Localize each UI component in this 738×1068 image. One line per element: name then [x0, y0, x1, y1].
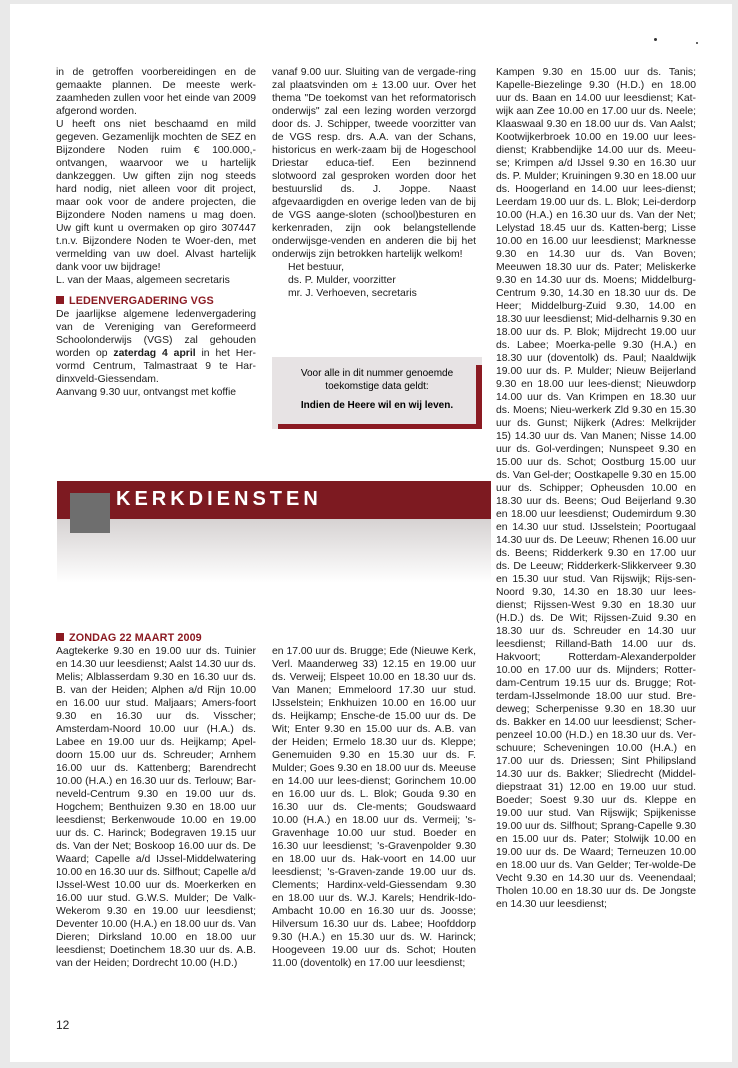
page [10, 4, 732, 1062]
square-bullet-icon [56, 633, 64, 641]
column-2-top [272, 66, 476, 300]
column-1-bottom [56, 632, 256, 970]
speck-dot [654, 38, 657, 41]
service-list: Kampen 9.30 en 15.00 uur ds. Tanis; Kapelle-Biezelinge 9.30 (H.D.) en 18.00 uur ds. Baan en 14.00 uur leesdienst; Kat-wijk aan Zee 10.00 en 17.00 uur ds. Neele; Klaaswaal 9.30 en 18.00 uur ds. Van Aalst; Kootwijkerbroek 10.00 en 19.00 uur lees-dienst; Krabbendijke 14.00 uur ds. Meeu-se; Krimpen a/d IJssel 9.30 en 16.30 uur ds. P. Mulder; Kruiningen 9.30 en 18.00 uur ds. Hoogerland en 14.00 uur lees-dienst; Leerdam 19.00 uur ds. L. Blok; Lei-derdorp 10.00 (H.A.) en 16.30 uur ds. Van der Net; Lelystad 18.45 uur ds. Katten-berg; Lisse 10.00 en 16.00 uur leesdienst; Marknesse 9.30 en 14.30 uur ds. Van Boven; Meeuwen 18.30 uur ds. Pater; Meliskerke 9.30 en 14.30 uur ds. Moens; Middelburg-Centrum 9.30, 14.30 en 18.30 uur ds. De Heer; Middelburg-Zuid 9.30, 14.00 en 18.30 uur leesdienst; Mid-delharnis 9.30 en 18.00 uur ds. P. Blok; Mijdrecht 19.00 uur ds. Labee; Moerka-pelle 9.30 (H.A.) en 18.30 uur (doventolk) ds. Paul; Naaldwijk 19.00 uur ds. P. Mulder; Nieuw Beijerland 9.30 en 18.00 uur lees-dienst; Nieuwdorp 14.00 uur ds. Van Krimpen en 18.30 uur ds. Moens; Nieu-werkerk Zld 9.30 en 15.30 uur ds. Gunst; Nijkerk (Adres: Melkrijder 15) 14.30 uur ds. Van Manen; Nisse 14.00 uur ds. Gol-verdingen; Nunspeet 9.30 en 15.00 uur ds. Schot; Oostburg 15.00 uur ds. Van Gel-der; Oostkapelle 9.30 en 15.00 uur ds. Schipper; Opheusden 10.00 en 18.30 uur ds. Beens; Oud Beijerland 9.30 en 18.00 uur leesdienst; Oudemirdum 9.30 en 14.30 uur stud. IJsselstein; Poortugaal 14.30 uur ds. De Leeuw; Rhenen 16.00 uur ds. Beens; Ridderkerk 9.30 en 17.00 uur ds. De Leeuw; Ridderkerk-Slikkerveer 9.30 en 15.30 uur stud. Van Rijswijk; Rijs-sen-Noord 9.30, 14.30 en 18.30 uur lees-dienst; Rijssen-West 9.30 en 18.30 uur (H.D.) ds. De Wit; Rijssen-Zuid 9.30 en 18.30 uur ds. Schreuder en 14.30 uur leesdienst; Rilland-Bath 14.00 uur ds. Hakvoort; Rotterdam-Alexanderpolder 10.00 en 17.00 uur ds. Mijnders; Rotter-dam-Centrum 19.15 uur ds. Brugge; Rot-terdam-IJsselmonde 18.00 uur stud. Bre-deweg; Scherpenisse 9.30 en 18.30 uur ds. Bakker en 14.00 uur leesdienst; Scher-penzeel 10.00 (H.D.) en 18.30 uur ds. Ver-schuure; Scheveningen 10.00 (H.A.) en 17.00 uur ds. Driessen; Sint Philipsland 14.30 uur ds. Bakker; Sliedrecht (Middel-diepstraat 31) 12.00 en 19.00 uur stud. Boeder; Soest 9.30 uur ds. Kleppe en 19.00 uur stud. Van Rijswijk; Spijkenisse 19.00 uur ds. Silfhout; Sprang-Capelle 9.30 en 15.00 uur ds. Pater; Stolwijk 10.00 en 19.00 uur ds. De Waard; Terneuzen 10.00 en 18.00 uur ds. Van Gelder; Ter-wolde-De Vecht 9.30 en 14.30 uur ds. Veenendaal; Tholen 10.00 en 18.30 uur ds. De Jongste en 14.30 uur leesdienst; [496, 67, 696, 910]
paragraph: U heeft ons niet beschaamd en mild gegeven. Gezamenlijk mochten de SEZ en Bijzondere Noden ruim € 100.000,- ontvangen, waarvoor we u hartelijk dankzeggen. Uw giften zijn nog steeds hard nodig, niet alleen voor dit project, maar ook voor de andere projecten, die Bijzondere Noden namens u mag doen. Uw gift kunt u overmaken op giro 307447 t.n.v. Bijzondere Noden te Woer-den, met vermelding van uw doel. Alvast hartelijk dank voor uw bijdrage! [56, 119, 256, 273]
note-box [272, 357, 482, 429]
note-line-2: toekomstige data geldt: [325, 381, 429, 392]
kerkdiensten-banner [57, 481, 491, 519]
author-line: L. van der Maas, algemeen secretaris [56, 275, 230, 286]
column-3 [496, 66, 696, 911]
section-heading-leden: LEDENVERGADERING VGS [56, 295, 256, 308]
note-line-3: Indien de Heere wil en wij leven. [300, 400, 454, 411]
page-number: 12 [56, 1018, 70, 1032]
note-box-accent-bottom [278, 424, 482, 429]
meeting-date: zaterdag 4 april [113, 348, 196, 359]
speck-dot [696, 42, 698, 44]
banner-gray-square [70, 493, 110, 533]
column-1-top [56, 66, 256, 399]
service-list: Aagtekerke 9.30 en 19.00 uur ds. Tuinier en 14.30 uur leesdienst; Aalst 14.30 uur ds. Melis; Alblasserdam 9.30 en 16.30 uur ds. B. van der Heiden; Alphen a/d Rijn 10.00 en 16.00 uur stud. Maljaars; Amers-foort 9.30 en 16.30 uur ds. Visscher; Amsterdam-Noord 10.00 uur (H.A.) ds. Labee en 19.00 uur ds. Heijkamp; Apel-doorn 15.00 uur ds. Schreuder; Arnhem 16.00 uur ds. Kattenberg; Barendrecht 10.00 (H.A.) en 16.30 uur ds. Terlouw; Bar-neveld-Centrum 9.30 en 19.00 uur ds. Hogchem; Benthuizen 9.30 en 18.00 uur leesdienst; Berkenwoude 10.00 en 19.00 uur ds. C. Harinck; Bodegraven 19.15 uur ds. Van der Net; Boskoop 16.00 uur ds. De Waard; Capelle a/d IJssel-Middelwatering 10.00 en 16.30 uur ds. Silfhout; Capelle a/d IJssel-West 10.00 uur ds. Moerkerken en 16.00 uur stud. G.W.S. Mulder; De Valk-Wekerom 9.30 en 19.00 uur leesdienst; Deventer 10.00 (H.A.) en 18.00 uur ds. Van Dieren; Dirksland 10.00 en 18.00 uur leesdienst; Doetinchem 18.30 uur ds. A.B. van der Heiden; Dordrecht 10.00 (H.D.) [56, 646, 256, 969]
column-2-bottom [272, 645, 476, 970]
note-box-accent-right [476, 365, 482, 429]
signature-block: Het bestuur, ds. P. Mulder, voorzitter mr. J. Verhoeven, secretaris [288, 262, 417, 299]
paragraph: in de getroffen voorbereidingen en de gemaakte plannen. De meeste werk-zaamheden zullen voor het einde van 2009 afgerond worden. [56, 67, 256, 117]
leden-paragraph: De jaarlijkse algemene ledenvergadering van de Vereniging van Gereformeerd Schoolonderwijs (VGS) zal gehouden worden op zaterdag 4 april in het Her-vormd Centrum, Talmastraat 9 te Har-dinxveld-Giessendam. [56, 309, 256, 385]
section-heading-zondag: ZONDAG 22 MAART 2009 [56, 632, 256, 645]
banner-shadow [57, 519, 491, 583]
square-bullet-icon [56, 296, 64, 304]
note-line-1: Voor alle in dit nummer genoemde [300, 368, 454, 379]
banner-title: KERKDIENSTEN [116, 488, 322, 510]
paragraph: vanaf 9.00 uur. Sluiting van de vergade-ring zal plaatsvinden om ± 13.00 uur. Over het thema "De toekomst van het reformatorisch onderwijs" zal een lezing worden verzorgd door ds. J. Schipper, tweede voorzitter van de VGS resp. drs. A.A. van der Schans, historicus en werk-zaam bij de Hogeschool Driestar educa-tief. Een bezinnend slotwoord zal gesproken worden door het bestuurslid ds. J. Joppe. Naast afgevaardigden en overige leden van de bij de VGS aange-sloten (school)besturen en kerkenraden, zijn ook belangstellende onderwijsge-venden en anderen die bij het onderwijs zijn betrokken hartelijk welkom! [272, 67, 476, 260]
service-list: en 17.00 uur ds. Brugge; Ede (Nieuwe Kerk, Verl. Maanderweg 33) 12.15 en 19.00 uur ds. Verweij; Elspeet 10.00 en 18.30 uur ds. Van Manen; Emmeloord 17.30 uur stud. IJsselstein; Enkhuizen 10.00 en 16.00 uur ds. Heijkamp; Ensche-de 15.00 uur ds. De Wit; Enter 9.30 en 15.00 uur ds. A.B. van der Heiden; Ermelo 18.30 uur ds. Kleppe; Genemuiden 9.30 en 15.30 uur ds. F. Mulder; Goes 9.30 en 18.00 uur ds. Meeuse en 14.00 uur lees-dienst; Gorinchem 10.00 en 16.00 uur ds. L. Blok; Gouda 9.30 en 16.30 uur ds. Cle-ments; Goudswaard 10.00 (H.A.) en 18.00 uur ds. Vermeij; 's-Gravenhage 10.00 uur stud. Boeder en 16.30 uur leesdienst; 's-Gravenpolder 9.30 en 18.00 uur ds. Hak-voort en 14.00 uur leesdienst; 's-Graven-zande 19.00 uur ds. Clements; Hardinx-veld-Giessendam 9.30 en 18.00 uur ds. W.J. Karels; Hendrik-Ido-Ambacht 10.00 en 16.30 uur ds. Joosse; Hilversum 16.30 uur ds. Labee; Hoofddorp 9.30 (H.A.) en 15.30 uur ds. W. Harinck; Hoogeveen 19.00 uur ds. Schot; Houten 11.00 (doventolk) en 17.00 uur leesdienst; [272, 646, 476, 969]
leden-aanvang: Aanvang 9.30 uur, ontvangst met koffie [56, 387, 237, 398]
